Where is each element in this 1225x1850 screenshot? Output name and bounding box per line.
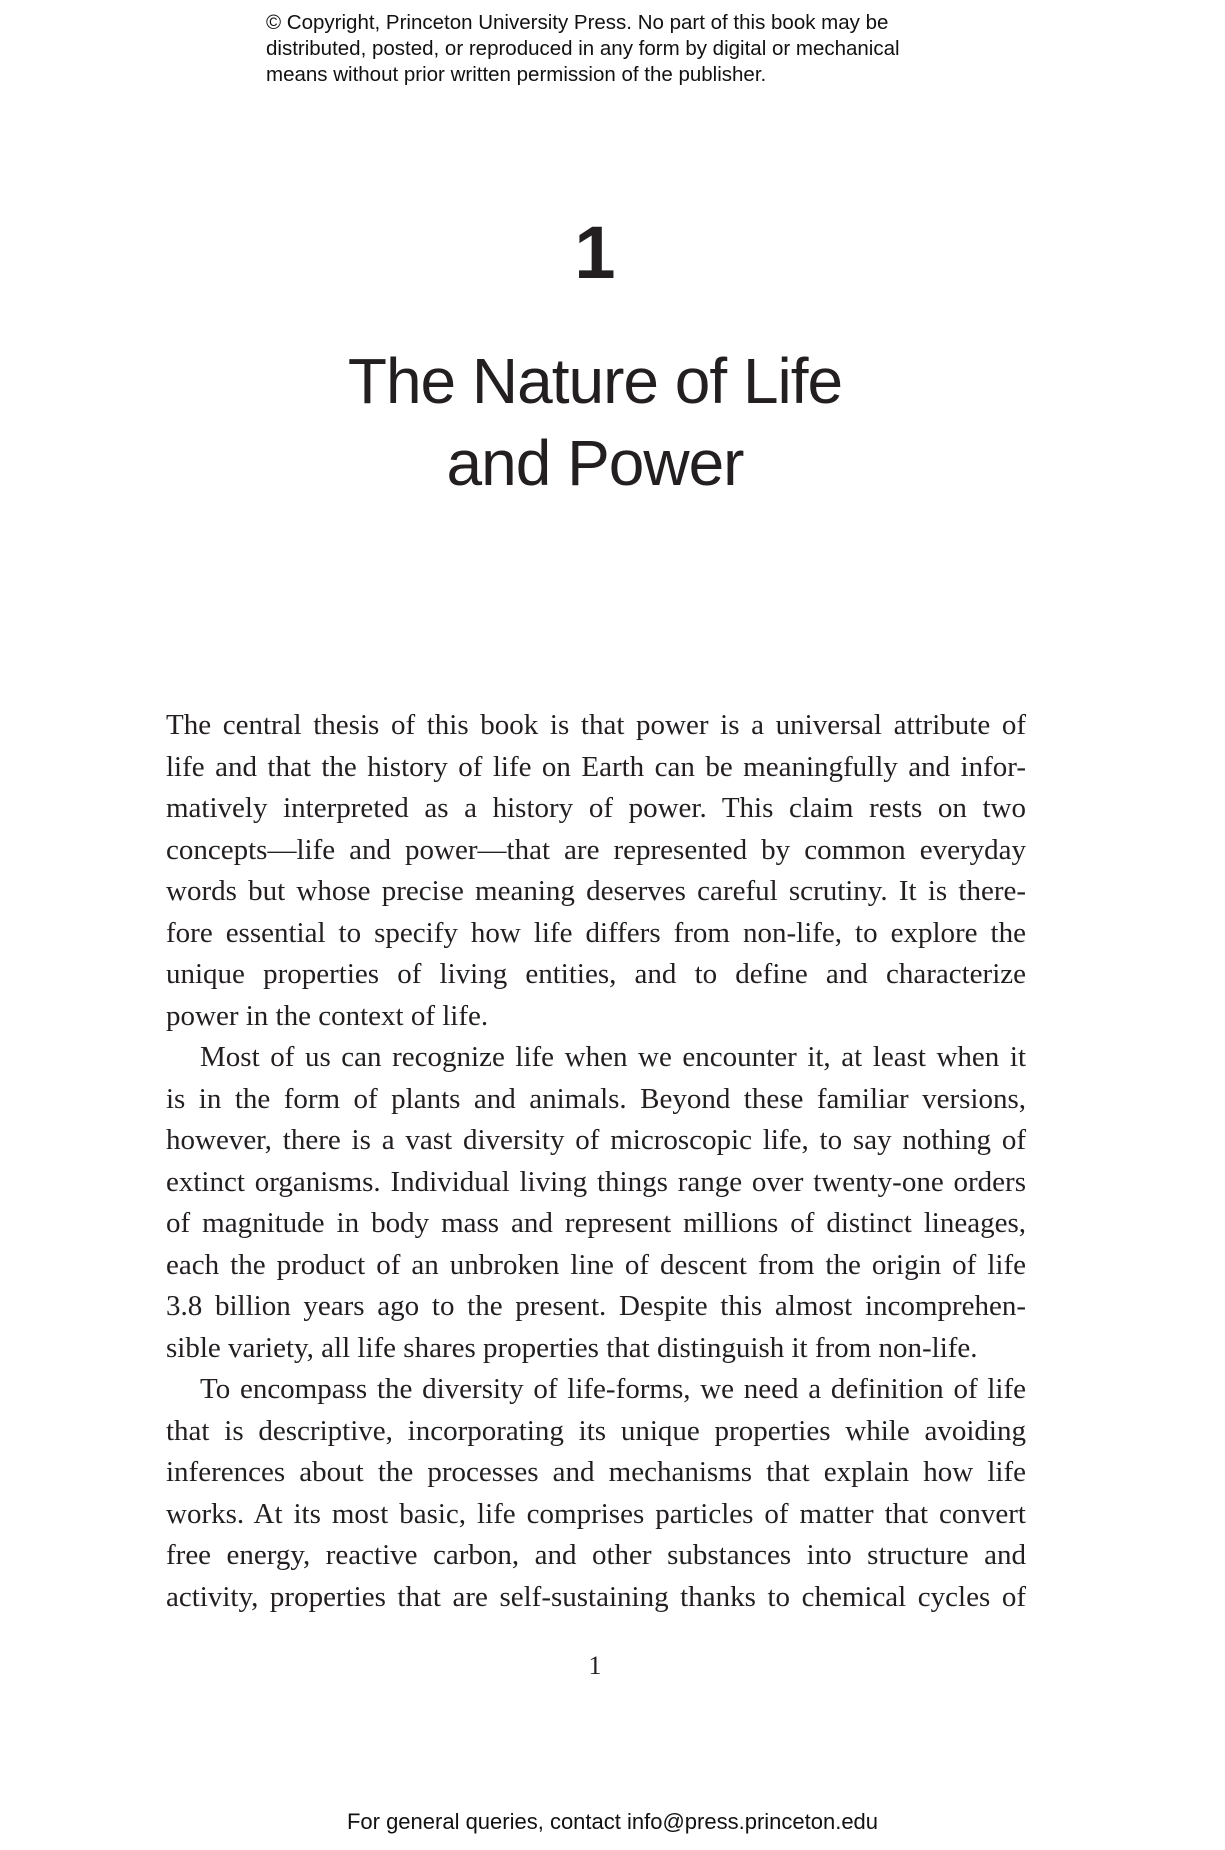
copyright-notice — [266, 10, 986, 88]
chapter-title-line: and Power — [446, 427, 744, 499]
paragraph-3 — [166, 1369, 1026, 1618]
chapter-title-line: The Nature of Life — [347, 345, 843, 417]
body-text — [166, 705, 1026, 1618]
text-line: power in the context of life. — [166, 999, 489, 1032]
text-line: that is descriptive, incorporating its unique properties while avoiding — [166, 1414, 1026, 1447]
text-line: of magnitude in body mass and represent millions of distinct lineages, — [166, 1207, 1026, 1239]
paragraph-1 — [166, 705, 1026, 1037]
text-line: inferences about the processes and mechanisms that explain how life — [166, 1456, 1026, 1488]
paragraph-2 — [166, 1037, 1026, 1369]
text-line: fore essential to specify how life differs from non-life, to explore the — [166, 916, 1026, 949]
copyright-line: means without prior written permission of the publisher. — [266, 63, 767, 86]
chapter-number: 1 — [574, 211, 616, 294]
text-line: concepts—life and power—that are represented by common everyday — [166, 833, 1026, 866]
copyright-line: © Copyright, Princeton University Press. No part of this book may be — [266, 11, 889, 34]
text-line: 3.8 billion years ago to the present. Despite this almost incomprehen- — [166, 1290, 1026, 1322]
footer-contact: For general queries, contact info@press.princeton.edu — [346, 1809, 879, 1834]
text-line: words but whose precise meaning deserves careful scrutiny. It is there- — [166, 875, 1026, 907]
text-line: each the product of an unbroken line of descent from the origin of life — [166, 1248, 1026, 1281]
text-line: The central thesis of this book is that power is a universal attribute of — [166, 709, 1026, 741]
text-line: life and that the history of life on Earth can be meaningfully and infor- — [166, 750, 1026, 783]
text-line: works. At its most basic, life comprises particles of matter that convert — [166, 1497, 1026, 1530]
text-line: unique properties of living entities, and to define and characterize — [166, 958, 1026, 990]
text-line: To encompass the diversity of life-forms, we need a definition of life — [200, 1373, 1026, 1405]
page-number: 1 — [588, 1651, 602, 1680]
text-line: is in the form of plants and animals. Beyond these familiar versions, — [166, 1082, 1026, 1115]
copyright-line: distributed, posted, or reproduced in any form by digital or mechanical — [266, 37, 900, 60]
chapter-title — [0, 340, 1190, 504]
text-line: free energy, reactive carbon, and other substances into structure and — [166, 1539, 1026, 1571]
text-line: extinct organisms. Individual living things range over twenty-one orders — [166, 1165, 1026, 1198]
text-line: however, there is a vast diversity of microscopic life, to say nothing of — [166, 1124, 1026, 1156]
text-line: Most of us can recognize life when we encounter it, at least when it — [200, 1041, 1026, 1073]
text-line: sible variety, all life shares properties that distinguish it from non-life. — [166, 1331, 978, 1364]
text-line: activity, properties that are self-sustaining thanks to chemical cycles of — [166, 1580, 1026, 1613]
text-line: matively interpreted as a history of power. This claim rests on two — [166, 792, 1026, 824]
